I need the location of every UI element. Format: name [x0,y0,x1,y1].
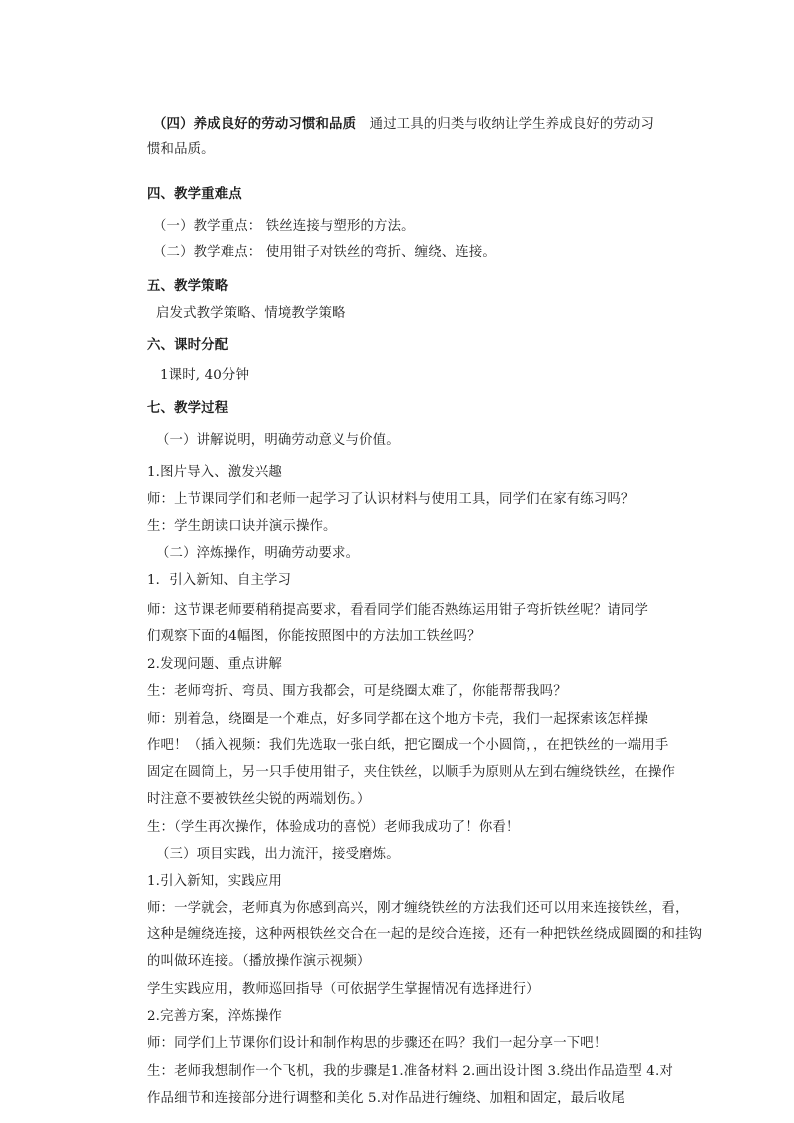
key-point-line: （一）教学重点： 铁丝连接与塑形的方法。 [153,219,415,234]
heading-key-points: 四、教学重难点 [147,186,242,202]
heading-schedule: 六、课时分配 [147,337,229,353]
teacher-line-3c: 固定在圆筒上，另一只手使用钳子，夹住铁丝，以顺手为原则从左到右缠绕铁丝，在操作 [147,765,676,780]
teacher-line-5: 师：同学们上节课你们设计和制作构思的步骤还在吗？我们一起分享一下吧！ [147,1036,608,1051]
teacher-line-4c: 的叫做环连接。（播放操作演示视频） [147,954,371,969]
process-sub-3-1: 1.引入新知，实践应用 [147,874,282,889]
process-step-3: （三）项目实践，出力流汗，接受磨炼。 [156,847,400,862]
teacher-line-2a: 师：这节课老师要稍稍提高要求，看看同学们能否熟练运用钳子弯折铁丝呢？请同学 [147,603,649,618]
difficult-point-line: （二）教学难点： 使用钳子对铁丝的弯折、缠绕、连接。 [153,245,496,260]
process-step-2: （二）淬炼操作，明确劳动要求。 [156,546,360,561]
teacher-line-3a: 师：别着急，绕圈是一个难点，好多同学都在这个地方卡壳，我们一起探索该怎样操 [147,712,649,727]
student-line-1: 生：学生朗读口诀并演示操作。 [147,519,337,534]
student-line-4a: 生：老师我想制作一个飞机，我的步骤是1.准备材料 2.画出设计图 3.绕出作品造型 4.对 [147,1064,673,1079]
habits-text-cont: 惯和品质。 [147,142,215,157]
process-step-1: （一）讲解说明，明确劳动意义与价值。 [156,433,400,448]
practice-line: 学生实践应用，教师巡回指导（可依据学生掌握情况有选择进行） [147,982,540,997]
heading-process: 七、教学过程 [147,400,229,416]
schedule-text: 1课时, 40分钟 [160,368,249,383]
teacher-line-4a: 师：一学就会，老师真为你感到高兴，刚才缠绕铁丝的方法我们还可以用来连接铁丝，看， [147,901,689,916]
teacher-line-3d: 时注意不要被铁丝尖锐的两端划伤。） [147,792,371,807]
student-line-3: 生：（学生再次操作，体验成功的喜悦）老师我成功了！你看！ [147,820,520,835]
habits-text: 通过工具的归类与收纳让学生养成良好的劳动习 [356,117,655,132]
strategy-text: 启发式教学策略、情境教学策略 [156,306,346,321]
process-sub-3-2: 2.完善方案，淬炼操作 [147,1009,282,1024]
student-line-4b: 作品细节和连接部分进行调整和美化 5.对作品进行缠绕、加粗和固定，最后收尾 [147,1091,625,1106]
teacher-line-4b: 这种是缠绕连接，这种两根铁丝交合在一起的是绞合连接，还有一种把铁丝绕成圆圈的和挂钩 [147,927,703,942]
process-sub-1-1: 1.图片导入、激发兴趣 [147,465,282,480]
teacher-line-3b: 作吧！（插入视频：我们先选取一张白纸，把它圈成一个小圆筒，，在把铁丝的一端用手 [147,738,669,753]
student-line-2: 生：老师弯折、弯员、围方我都会，可是绕圈太难了，你能帮帮我吗？ [147,684,567,699]
teacher-line-1: 师：上节课同学们和老师一起学习了认识材料与使用工具，同学们在家有练习吗？ [147,492,635,507]
paragraph-habits [153,115,654,134]
process-sub-2-1: 1．引入新知、自主学习 [147,573,292,588]
process-sub-2-2: 2.发现问题、重点讲解 [147,657,282,672]
heading-strategy: 五、教学策略 [147,278,229,294]
section-heading-habits: （四）养成良好的劳动习惯和品质 [153,116,357,132]
teacher-line-2b: 们观察下面的4幅图，你能按照图中的方法加工铁丝吗？ [147,629,481,644]
